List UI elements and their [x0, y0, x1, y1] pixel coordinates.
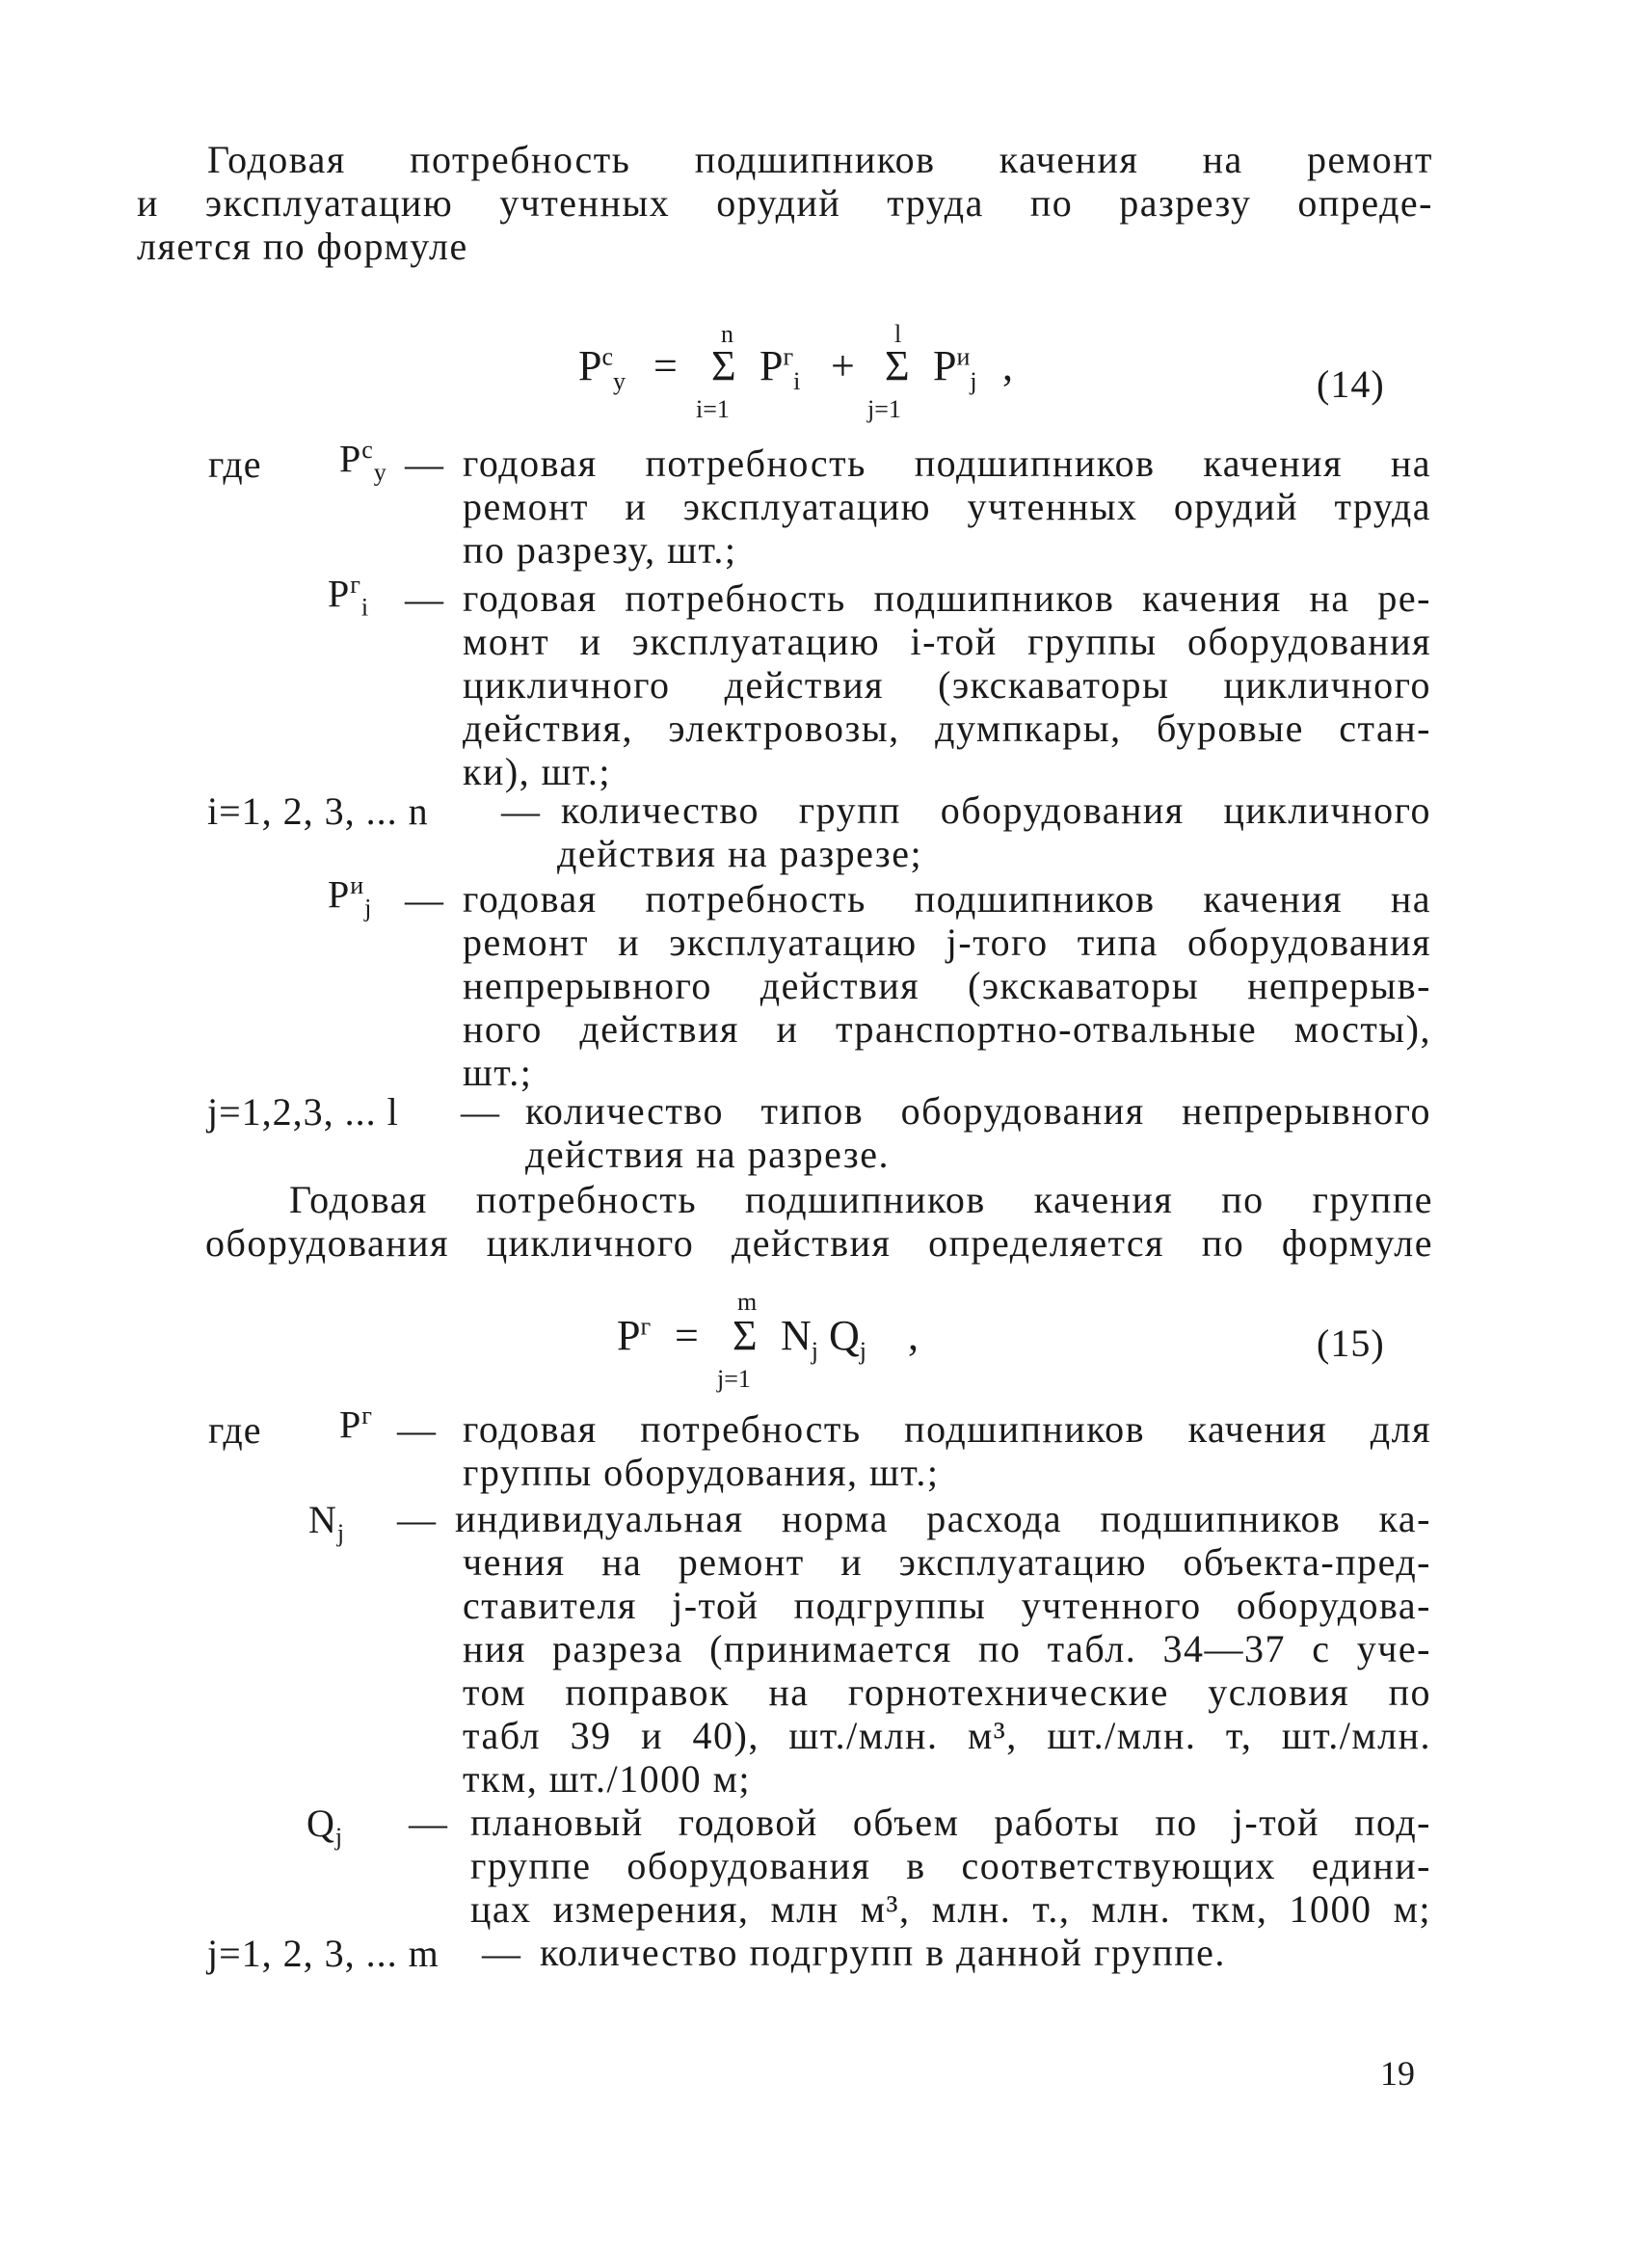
def-text-Pgi [463, 576, 1431, 793]
text-line: действия на разрезе. [525, 1133, 890, 1176]
page-number: 19 [1380, 2054, 1415, 2093]
def-symbol-i-range: i=1, 2, 3, ... n [207, 789, 429, 833]
def-dash: — [405, 577, 443, 621]
def-text-Pij [463, 877, 1431, 1094]
sum2-sigma: Σ [885, 342, 910, 389]
text-line: количество групп оборудования цикличного [561, 788, 1431, 832]
sum-upper-limit: m [737, 1288, 758, 1316]
def-text-j-range-m [540, 1931, 1431, 1974]
text-line: годовая потребность подшипников качения для [463, 1407, 1431, 1451]
equation-number-15: (15) [1317, 1322, 1385, 1365]
def-dash: — [482, 1932, 520, 1975]
def-text-Qj [470, 1801, 1431, 1931]
formula-15 [617, 1288, 1195, 1407]
text-line: группы оборудования, шт.; [463, 1451, 940, 1494]
sum1-upper-limit: n [721, 320, 733, 348]
text-line: том поправок на горнотехнические условия по [463, 1670, 1431, 1714]
formula-lhs: $P^c_у$ [578, 342, 626, 395]
sum1-lower-limit: i=1 [696, 395, 730, 423]
text-line: индивидуальная норма расхода подшипников ка- [455, 1497, 1431, 1540]
text-line: годовая потребность подшипников качения на ре- [463, 576, 1431, 620]
text-line: годовая потребность подшипников качения на [463, 441, 1431, 485]
def-dash: — [397, 1408, 436, 1452]
equation-number-14: (14) [1317, 362, 1385, 406]
formula-14 [578, 320, 1446, 443]
def-symbol-Nj: $N_j$ [308, 1498, 346, 1547]
sum2-upper-limit: l [894, 320, 902, 348]
text-line: ния разреза (принимается по табл. 34—37 с уче- [463, 1627, 1431, 1670]
formula-term-2: $P^и_j$ [933, 342, 977, 395]
text-line: ремонт и эксплуатацию j-того типа оборудования [463, 921, 1431, 964]
text-line: действия, электровозы, думпкары, буровые стан- [463, 707, 1431, 750]
text-line: плановый годовой объем работы по j-той под- [470, 1801, 1431, 1844]
text-line: ки), шт.; [463, 750, 612, 793]
formula-term: $N_j$ $Q_j$ [781, 1312, 867, 1365]
text-line: табл 39 и 40), шт./млн. м³, шт./млн. т, шт./млн. [463, 1714, 1431, 1757]
formula-equals: = [675, 1312, 699, 1359]
def-text-Pcy [463, 441, 1431, 572]
text-line: Годовая потребность подшипников качения на ремонт [207, 138, 1433, 181]
sum2-lower-limit: j=1 [867, 395, 901, 423]
text-line: монт и эксплуатацию i-той группы оборудования [463, 620, 1431, 663]
where-label: где [208, 442, 262, 486]
text-line: цах измерения, млн м³, млн. т., млн. ткм, 1000 м; [470, 1887, 1431, 1931]
sum-sigma: Σ [733, 1312, 758, 1359]
formula-plus: + [831, 342, 855, 389]
text-line: количество типов оборудования непрерывного [525, 1089, 1431, 1133]
def-text-i-range [557, 788, 1431, 875]
def-symbol-j-range-m: j=1, 2, 3, ... m [207, 1932, 440, 1975]
text-line: чения на ремонт и эксплуатацию объекта-пред- [463, 1540, 1431, 1584]
def-dash: — [405, 878, 443, 921]
text-line: и эксплуатацию учтенных орудий труда по разрезу опреде- [137, 181, 1433, 225]
formula-equals: = [653, 342, 678, 389]
formula-comma: , [1002, 342, 1013, 389]
sum-lower-limit: j=1 [717, 1365, 751, 1393]
def-symbol-Pgi: $P^г_i$ [328, 571, 370, 622]
text-line: ляется по формуле [137, 225, 468, 268]
text-line: шт.; [463, 1051, 533, 1094]
def-text-Nj [455, 1497, 1431, 1801]
text-line: годовая потребность подшипников качения на [463, 877, 1431, 921]
text-line: группе оборудования в соответствующих едини- [470, 1844, 1431, 1887]
formula-term-1: $P^г_i$ [759, 342, 801, 395]
def-symbol-Pcy: $P^c_у$ [339, 436, 387, 487]
def-dash: — [461, 1090, 499, 1134]
def-symbol-j-range: j=1,2,3, ... l [207, 1090, 399, 1134]
text-line: ставителя j-той подгруппы учтенного оборудова- [463, 1584, 1431, 1627]
def-text-Pg [463, 1407, 1431, 1494]
formula-lhs: $P^г$ [617, 1312, 652, 1359]
def-symbol-Pij: $P^и_j$ [328, 871, 373, 922]
intro-paragraph-2 [205, 1178, 1433, 1265]
text-line: ного действия и транспортно-отвальные мосты), [463, 1007, 1431, 1051]
def-symbol-Pg: $P^г$ [339, 1402, 373, 1447]
text-line: цикличного действия (экскаваторы цикличного [463, 663, 1431, 707]
text-line: непрерывного действия (экскаваторы непрерыв- [463, 964, 1431, 1007]
def-dash: — [405, 442, 443, 486]
text-line: ткм, шт./1000 м; [463, 1757, 752, 1801]
text-line: оборудования цикличного действия определяется по формуле [205, 1221, 1433, 1265]
intro-paragraph-1 [137, 138, 1433, 268]
where-label: где [208, 1408, 262, 1452]
text-line: ремонт и эксплуатацию учтенных орудий труда [463, 485, 1431, 528]
def-symbol-Qj: $Q_j$ [306, 1802, 344, 1851]
text-line: количество подгрупп в данной группе. [540, 1931, 1226, 1974]
def-dash: — [409, 1802, 447, 1845]
text-line: Годовая потребность подшипников качения по группе [289, 1178, 1433, 1221]
formula-comma: , [908, 1312, 919, 1359]
def-dash: — [397, 1498, 436, 1541]
def-text-j-range [525, 1089, 1431, 1176]
text-line: действия на разрезе; [557, 832, 923, 875]
text-line: по разрезу, шт.; [463, 528, 737, 572]
sum1-sigma: Σ [711, 342, 736, 389]
def-dash: — [501, 789, 540, 833]
